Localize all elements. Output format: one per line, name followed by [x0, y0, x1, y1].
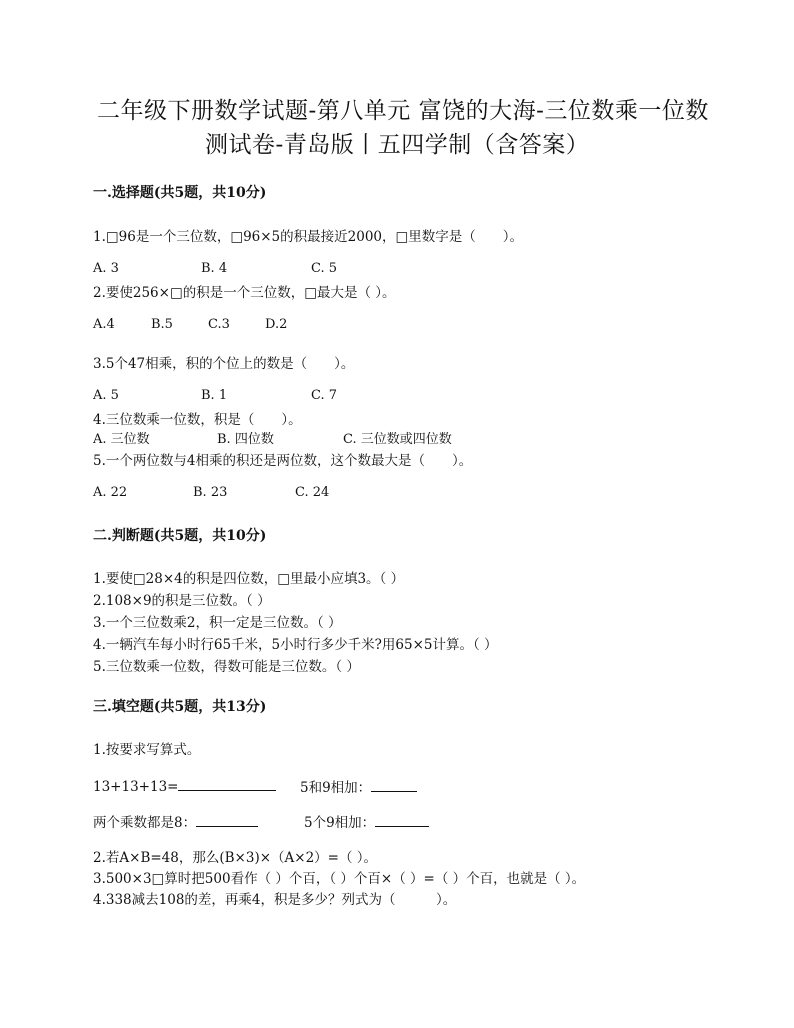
- choice-q5-option-a: A. 22: [93, 485, 128, 500]
- fill-q1-expression-d: 5个9相加：: [304, 815, 376, 831]
- choice-question-4: 4.三位数乘一位数，积是（ ）。: [93, 412, 302, 428]
- judgment-question-1: 1.要使□28×4的积是四位数，□里最小应填3。（ ）: [93, 571, 405, 587]
- choice-q4-option-c: C. 三位数或四位数: [343, 432, 452, 447]
- fill-q1-row2-left: [93, 811, 258, 831]
- choice-q3-option-b: B. 1: [201, 388, 228, 403]
- fill-q1-expression-c: 两个乘数都是8：: [93, 815, 197, 831]
- choice-q1-option-c: C. 5: [311, 261, 338, 276]
- page-title-line1: 二年级下册数学试题-第八单元 富饶的大海-三位数乘一位数: [97, 98, 709, 124]
- judgment-question-5: 5.三位数乘一位数，得数可能是三位数。（ ）: [93, 659, 360, 675]
- fill-q1-expression-a: 13+13+13=: [93, 779, 179, 795]
- judgment-question-4: 4.一辆汽车每小时行65千米，5小时行多少千米?用65×5计算。（ ）: [93, 637, 498, 653]
- fill-question-1: 1.按要求写算式。: [93, 742, 201, 758]
- fill-q1-row1-left: [93, 776, 276, 795]
- fill-question-4: 4.338减去108的差，再乘4，积是多少？列式为（ ）。: [93, 892, 457, 908]
- answer-blank[interactable]: [178, 776, 276, 791]
- answer-blank[interactable]: [375, 812, 429, 827]
- judgment-question-3: 3.一个三位数乘2，积一定是三位数。（ ）: [93, 615, 342, 631]
- choice-question-3: 3.5个47相乘，积的个位上的数是（ ）。: [93, 356, 355, 372]
- choice-q4-option-a: A. 三位数: [93, 432, 150, 447]
- choice-q2-option-a: A.4: [93, 317, 115, 332]
- choice-question-5: 5.一个两位数与4相乘的积还是两位数，这个数最大是（ ）。: [93, 453, 473, 469]
- choice-q5-option-c: C. 24: [295, 485, 330, 500]
- choice-q1-option-a: A. 3: [93, 261, 119, 276]
- choice-question-2: 2.要使256×□的积是一个三位数，□最大是（ ）。: [93, 285, 396, 301]
- section-heading-fill-blank: 三.填空题(共5题，共13分): [93, 699, 267, 715]
- section-heading-choice: 一.选择题(共5题，共10分): [93, 185, 267, 201]
- answer-blank[interactable]: [371, 777, 417, 792]
- judgment-question-2: 2.108×9的积是三位数。（ ）: [93, 593, 271, 609]
- choice-q2-option-b: B.5: [151, 317, 173, 332]
- choice-q1-option-b: B. 4: [201, 261, 228, 276]
- choice-q4-option-b: B. 四位数: [217, 432, 274, 447]
- choice-q2-option-c: C.3: [208, 317, 230, 332]
- fill-q1-expression-b: 5和9相加：: [300, 780, 372, 796]
- answer-blank[interactable]: [196, 812, 258, 827]
- choice-q5-option-b: B. 23: [193, 485, 228, 500]
- choice-question-1: 1.□96是一个三位数，□96×5的积最接近2000，□里数字是（ ）。: [93, 229, 524, 245]
- section-heading-judgment: 二.判断题(共5题，共10分): [93, 528, 267, 544]
- fill-q1-row1-right: [300, 776, 417, 796]
- fill-question-2: 2.若A×B=48，那么(B×3)×（A×2）=（ ）。: [93, 850, 378, 866]
- choice-q3-option-a: A. 5: [93, 388, 119, 403]
- choice-q2-option-d: D.2: [265, 317, 288, 332]
- fill-question-3: 3.500×3□算时把500看作（ ）个百，（ ）个百×（ ）=（ ）个百，也就是（ ）。: [93, 871, 586, 887]
- page-title-line2: 测试卷-青岛版丨五四学制（含答案）: [205, 132, 590, 158]
- choice-q3-option-c: C. 7: [311, 388, 338, 403]
- fill-q1-row2-right: [304, 811, 429, 831]
